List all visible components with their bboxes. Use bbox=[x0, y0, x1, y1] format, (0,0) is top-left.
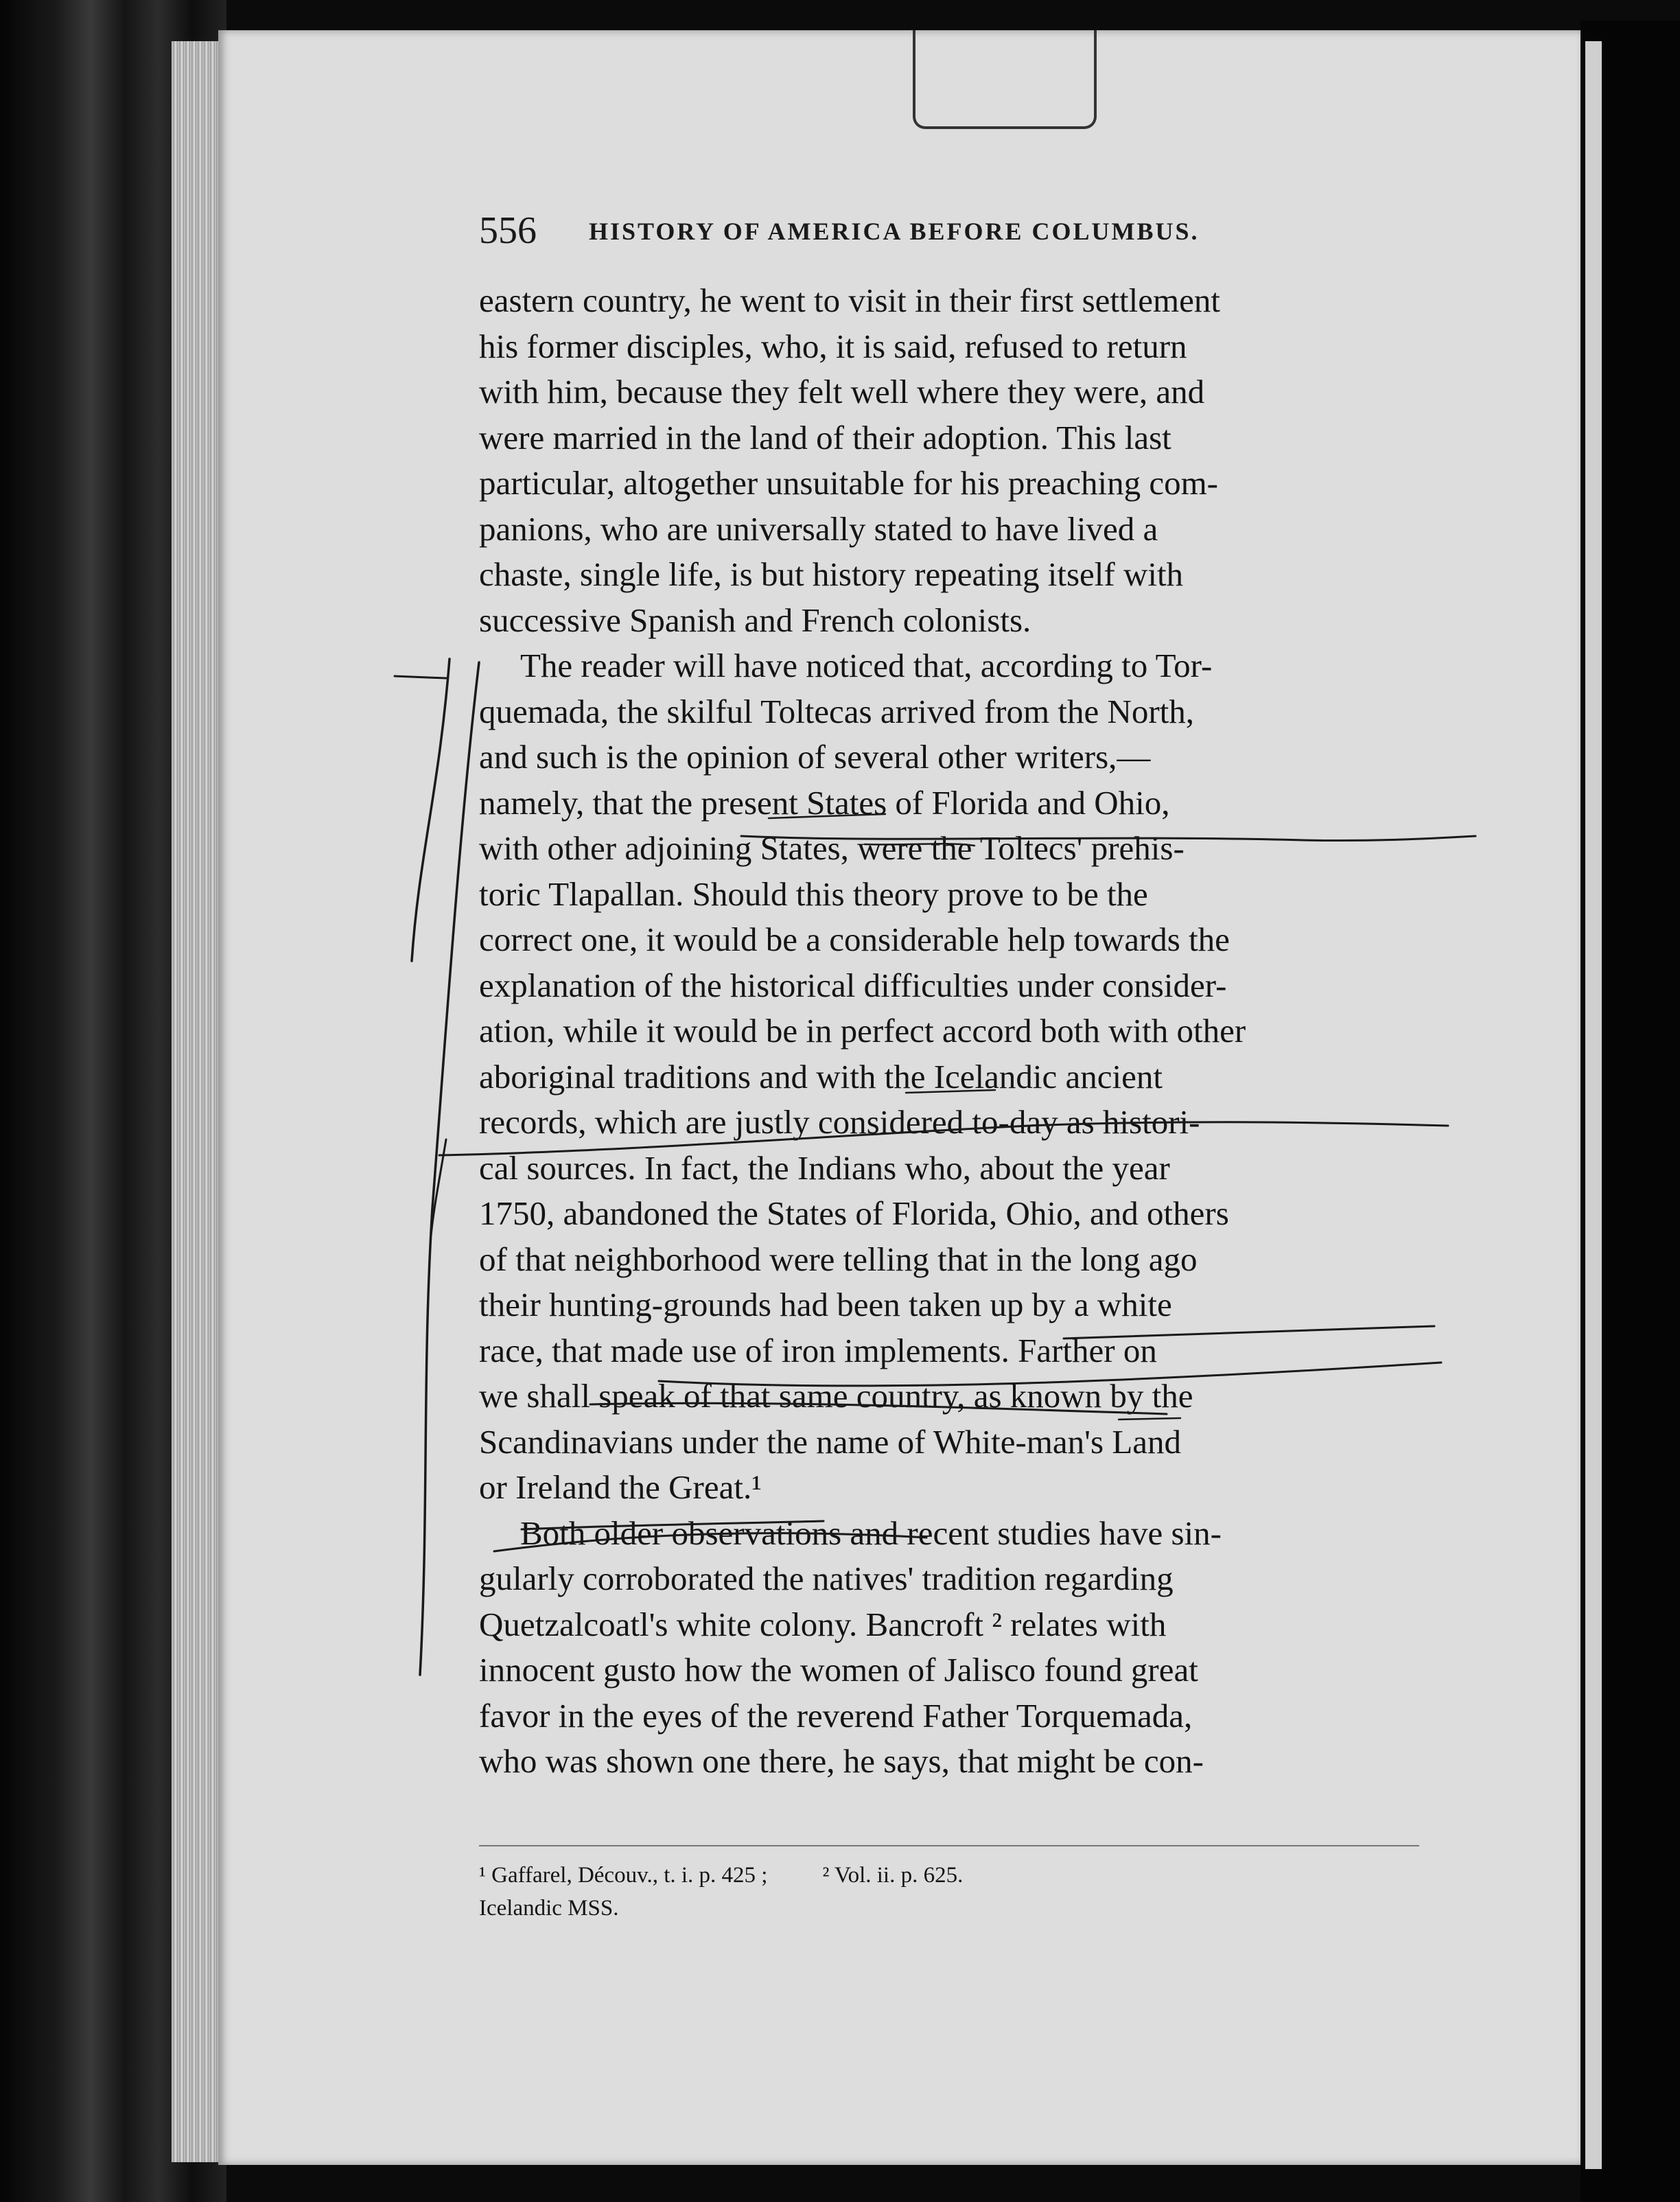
text-line: namely, that the present States of Florida and Ohio, bbox=[479, 783, 1170, 822]
facing-page-edge bbox=[1585, 41, 1602, 2169]
text-line: records, which are justly considered to-day as histori- bbox=[479, 1103, 1200, 1141]
text-line: Both older observations and recent studies have sin- bbox=[520, 1514, 1222, 1552]
text-line: and such is the opinion of several other writers,— bbox=[479, 738, 1151, 776]
text-line: explanation of the historical difficulties under consider- bbox=[479, 966, 1227, 1004]
text-line: ation, while it would be in perfect accord both with other bbox=[479, 1012, 1246, 1050]
footnote-1: ¹ Gaffarel, Découv., t. i. p. 425 ; bbox=[479, 1863, 768, 1888]
text-line: Quetzalcoatl's white colony. Bancroft ² relates with bbox=[479, 1605, 1167, 1643]
text-line: particular, altogether unsuitable for his preaching com- bbox=[479, 464, 1218, 502]
text-line: quemada, the skilful Toltecas arrived from the North, bbox=[479, 692, 1195, 730]
text-line: with him, because they felt well where they were, and bbox=[479, 373, 1205, 410]
text-line: panions, who are universally stated to have lived a bbox=[479, 509, 1158, 548]
text-line: with other adjoining States, were the Toltecs' prehis- bbox=[479, 829, 1185, 867]
text-line: their hunting-grounds had been taken up by a white bbox=[479, 1286, 1172, 1323]
text-line: chaste, single life, is but history repeating itself with bbox=[479, 555, 1184, 593]
footnote-2: ² Vol. ii. p. 625. bbox=[822, 1863, 964, 1888]
text-line: race, that made use of iron implements. Farther on bbox=[479, 1331, 1157, 1369]
text-line: 1750, abandoned the States of Florida, Ohio, and others bbox=[479, 1194, 1229, 1232]
text-line: who was shown one there, he says, that might be con- bbox=[479, 1742, 1204, 1780]
text-line: eastern country, he went to visit in their first settlement bbox=[479, 281, 1220, 319]
text-line: favor in the eyes of the reverend Father Torquemada, bbox=[479, 1696, 1193, 1735]
footnote-1-continued: Icelandic MSS. bbox=[479, 1896, 619, 1921]
running-title: HISTORY OF AMERICA BEFORE COLUMBUS. bbox=[589, 218, 1200, 245]
text-line: The reader will have noticed that, according to Tor- bbox=[520, 647, 1213, 684]
text-line: or Ireland the Great.¹ bbox=[479, 1468, 762, 1506]
text-line: innocent gusto how the women of Jalisco found great bbox=[479, 1651, 1198, 1689]
footnotes bbox=[479, 1845, 1419, 1925]
page-number: 556 bbox=[479, 209, 537, 252]
text-line: successive Spanish and French colonists. bbox=[479, 601, 1031, 639]
text-line: aboriginal traditions and with the Icelandic ancient bbox=[479, 1057, 1163, 1096]
footnote-rule bbox=[479, 1845, 1419, 1846]
text-line: gularly corroborated the natives' tradition regarding bbox=[479, 1560, 1174, 1597]
page-header bbox=[479, 209, 1316, 254]
text-line: Scandinavians under the name of White-man's Land bbox=[479, 1422, 1181, 1461]
text-line: his former disciples, who, it is said, refused to return bbox=[479, 327, 1187, 365]
text-line: correct one, it would be a considerable help towards the bbox=[479, 920, 1230, 958]
text-line: were married in the land of their adoption. This last bbox=[479, 418, 1171, 456]
page-tab-mark bbox=[913, 30, 1097, 129]
text-line: toric Tlapallan. Should this theory prove to be the bbox=[479, 874, 1148, 913]
text-line: we shall speak of that same country, as known by the bbox=[479, 1377, 1193, 1415]
text-line: cal sources. In fact, the Indians who, about the year bbox=[479, 1148, 1170, 1187]
body-text bbox=[479, 278, 1419, 1785]
text-line: of that neighborhood were telling that in the long ago bbox=[479, 1240, 1198, 1278]
footnote-line bbox=[479, 1859, 1419, 1892]
